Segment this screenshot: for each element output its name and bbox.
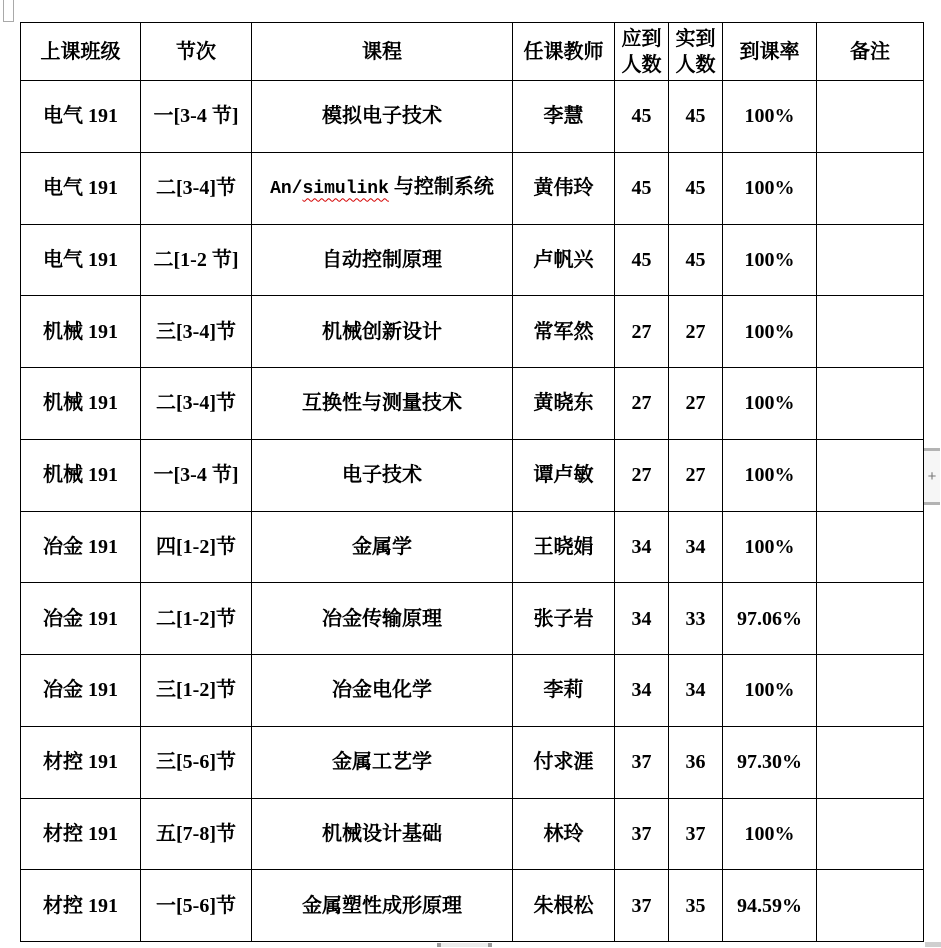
table-header-row xyxy=(21,23,924,81)
cell-teacher[interactable]: 张子岩 xyxy=(513,583,615,655)
column-header-teacher[interactable]: 任课教师 xyxy=(513,23,615,81)
cell-period[interactable]: 一[3-4 节] xyxy=(141,81,252,153)
cell-course[interactable]: 互换性与测量技术 xyxy=(252,368,513,440)
cell-rate[interactable]: 100% xyxy=(723,655,817,727)
cell-class[interactable]: 机械 191 xyxy=(21,439,141,511)
column-header-class[interactable]: 上课班级 xyxy=(21,23,141,81)
table-body xyxy=(21,81,924,942)
cell-course[interactable]: 冶金传输原理 xyxy=(252,583,513,655)
cell-remark[interactable] xyxy=(817,152,924,224)
cell-period[interactable]: 三[5-6]节 xyxy=(141,726,252,798)
cell-class[interactable]: 材控 191 xyxy=(21,870,141,942)
cell-course[interactable] xyxy=(252,152,513,224)
table-row xyxy=(21,439,924,511)
table-row xyxy=(21,511,924,583)
cell-actual[interactable]: 37 xyxy=(669,798,723,870)
cell-actual[interactable]: 34 xyxy=(669,655,723,727)
cell-course[interactable]: 模拟电子技术 xyxy=(252,81,513,153)
cell-expected[interactable]: 34 xyxy=(615,655,669,727)
cell-class[interactable]: 机械 191 xyxy=(21,296,141,368)
cell-teacher[interactable]: 朱根松 xyxy=(513,870,615,942)
table-row xyxy=(21,81,924,153)
cell-class[interactable]: 电气 191 xyxy=(21,81,141,153)
cell-remark[interactable] xyxy=(817,583,924,655)
cell-class[interactable]: 机械 191 xyxy=(21,368,141,440)
cell-rate[interactable]: 97.06% xyxy=(723,583,817,655)
cell-actual[interactable]: 34 xyxy=(669,511,723,583)
table-row xyxy=(21,655,924,727)
cell-expected[interactable]: 45 xyxy=(615,152,669,224)
cell-rate[interactable]: 100% xyxy=(723,798,817,870)
column-header-rate[interactable]: 到课率 xyxy=(723,23,817,81)
cell-course[interactable]: 自动控制原理 xyxy=(252,224,513,296)
cell-expected[interactable]: 37 xyxy=(615,726,669,798)
cell-expected[interactable]: 27 xyxy=(615,439,669,511)
cell-class[interactable]: 冶金 191 xyxy=(21,655,141,727)
cell-teacher[interactable]: 李慧 xyxy=(513,81,615,153)
cell-expected[interactable]: 45 xyxy=(615,81,669,153)
cell-teacher[interactable]: 付求涯 xyxy=(513,726,615,798)
table-row xyxy=(21,224,924,296)
cell-rate[interactable]: 100% xyxy=(723,296,817,368)
cell-rate[interactable]: 94.59% xyxy=(723,870,817,942)
cell-rate[interactable]: 100% xyxy=(723,81,817,153)
cell-period[interactable]: 二[3-4]节 xyxy=(141,152,252,224)
table-header-row xyxy=(21,23,924,81)
cell-rate[interactable]: 100% xyxy=(723,152,817,224)
cell-teacher[interactable]: 黄伟玲 xyxy=(513,152,615,224)
scrollbar-corner[interactable] xyxy=(925,942,941,947)
cell-remark[interactable] xyxy=(817,368,924,440)
cell-teacher[interactable]: 林玲 xyxy=(513,798,615,870)
table-row xyxy=(21,296,924,368)
cell-actual[interactable]: 36 xyxy=(669,726,723,798)
cell-class[interactable]: 冶金 191 xyxy=(21,583,141,655)
cell-remark[interactable] xyxy=(817,511,924,583)
cell-period[interactable]: 四[1-2]节 xyxy=(141,511,252,583)
cell-course[interactable]: 金属学 xyxy=(252,511,513,583)
cell-period[interactable]: 一[3-4 节] xyxy=(141,439,252,511)
cell-remark[interactable] xyxy=(817,224,924,296)
cell-class[interactable]: 电气 191 xyxy=(21,224,141,296)
cell-rate[interactable]: 100% xyxy=(723,224,817,296)
cell-rate[interactable]: 100% xyxy=(723,439,817,511)
column-header-remark[interactable]: 备注 xyxy=(817,23,924,81)
cell-course[interactable]: 机械设计基础 xyxy=(252,798,513,870)
cell-expected[interactable]: 27 xyxy=(615,368,669,440)
cell-course[interactable]: 金属工艺学 xyxy=(252,726,513,798)
course-text: An/ xyxy=(270,179,303,200)
cell-period[interactable]: 三[3-4]节 xyxy=(141,296,252,368)
cell-expected[interactable]: 45 xyxy=(615,224,669,296)
cell-remark[interactable] xyxy=(817,655,924,727)
cell-actual[interactable]: 45 xyxy=(669,224,723,296)
cell-actual[interactable]: 27 xyxy=(669,296,723,368)
cell-remark[interactable] xyxy=(817,296,924,368)
cell-expected[interactable]: 37 xyxy=(615,870,669,942)
cell-teacher[interactable]: 卢帆兴 xyxy=(513,224,615,296)
cell-expected[interactable]: 37 xyxy=(615,798,669,870)
table-row xyxy=(21,798,924,870)
cell-course[interactable]: 冶金电化学 xyxy=(252,655,513,727)
cell-actual[interactable]: 35 xyxy=(669,870,723,942)
cell-period[interactable]: 二[1-2 节] xyxy=(141,224,252,296)
cell-period[interactable]: 一[5-6]节 xyxy=(141,870,252,942)
cell-class[interactable]: 材控 191 xyxy=(21,798,141,870)
horizontal-scrollbar-thumb[interactable] xyxy=(437,943,492,947)
column-header-actual[interactable]: 实到人数 xyxy=(669,23,723,81)
cell-class[interactable]: 冶金 191 xyxy=(21,511,141,583)
cell-class[interactable]: 材控 191 xyxy=(21,726,141,798)
cell-remark[interactable] xyxy=(817,798,924,870)
cell-actual[interactable]: 33 xyxy=(669,583,723,655)
cell-rate[interactable]: 100% xyxy=(723,511,817,583)
column-header-course[interactable]: 课程 xyxy=(252,23,513,81)
cell-teacher[interactable]: 常军然 xyxy=(513,296,615,368)
misspelled-word: simulink xyxy=(302,179,389,200)
column-header-expected[interactable]: 应到人数 xyxy=(615,23,669,81)
attendance-table xyxy=(20,22,924,942)
cell-period[interactable]: 二[3-4]节 xyxy=(141,368,252,440)
cell-remark[interactable] xyxy=(817,870,924,942)
cell-expected[interactable]: 34 xyxy=(615,583,669,655)
cell-expected[interactable]: 27 xyxy=(615,296,669,368)
cell-course[interactable]: 金属塑性成形原理 xyxy=(252,870,513,942)
table-row xyxy=(21,870,924,942)
cell-rate[interactable]: 97.30% xyxy=(723,726,817,798)
page-edge-fragment xyxy=(3,0,14,22)
cell-teacher[interactable]: 谭卢敏 xyxy=(513,439,615,511)
cell-teacher[interactable]: 王晓娟 xyxy=(513,511,615,583)
cell-teacher[interactable]: 黄晓东 xyxy=(513,368,615,440)
cell-remark[interactable] xyxy=(817,81,924,153)
table-row xyxy=(21,583,924,655)
cell-period[interactable]: 二[1-2]节 xyxy=(141,583,252,655)
cell-remark[interactable] xyxy=(817,439,924,511)
cell-period[interactable]: 三[1-2]节 xyxy=(141,655,252,727)
cell-remark[interactable] xyxy=(817,726,924,798)
cell-class[interactable]: 电气 191 xyxy=(21,152,141,224)
cell-period[interactable]: 五[7-8]节 xyxy=(141,798,252,870)
cell-expected[interactable]: 34 xyxy=(615,511,669,583)
cell-actual[interactable]: 27 xyxy=(669,368,723,440)
cell-actual[interactable]: 45 xyxy=(669,81,723,153)
course-text: 与控制系统 xyxy=(388,176,494,199)
cell-course[interactable]: 机械创新设计 xyxy=(252,296,513,368)
cell-actual[interactable]: 45 xyxy=(669,152,723,224)
table-row xyxy=(21,726,924,798)
column-header-period[interactable]: 节次 xyxy=(141,23,252,81)
table-row xyxy=(21,368,924,440)
cell-teacher[interactable]: 李莉 xyxy=(513,655,615,727)
add-button[interactable]: + xyxy=(924,448,940,505)
cell-course[interactable]: 电子技术 xyxy=(252,439,513,511)
cell-actual[interactable]: 27 xyxy=(669,439,723,511)
table-row xyxy=(21,152,924,224)
cell-rate[interactable]: 100% xyxy=(723,368,817,440)
